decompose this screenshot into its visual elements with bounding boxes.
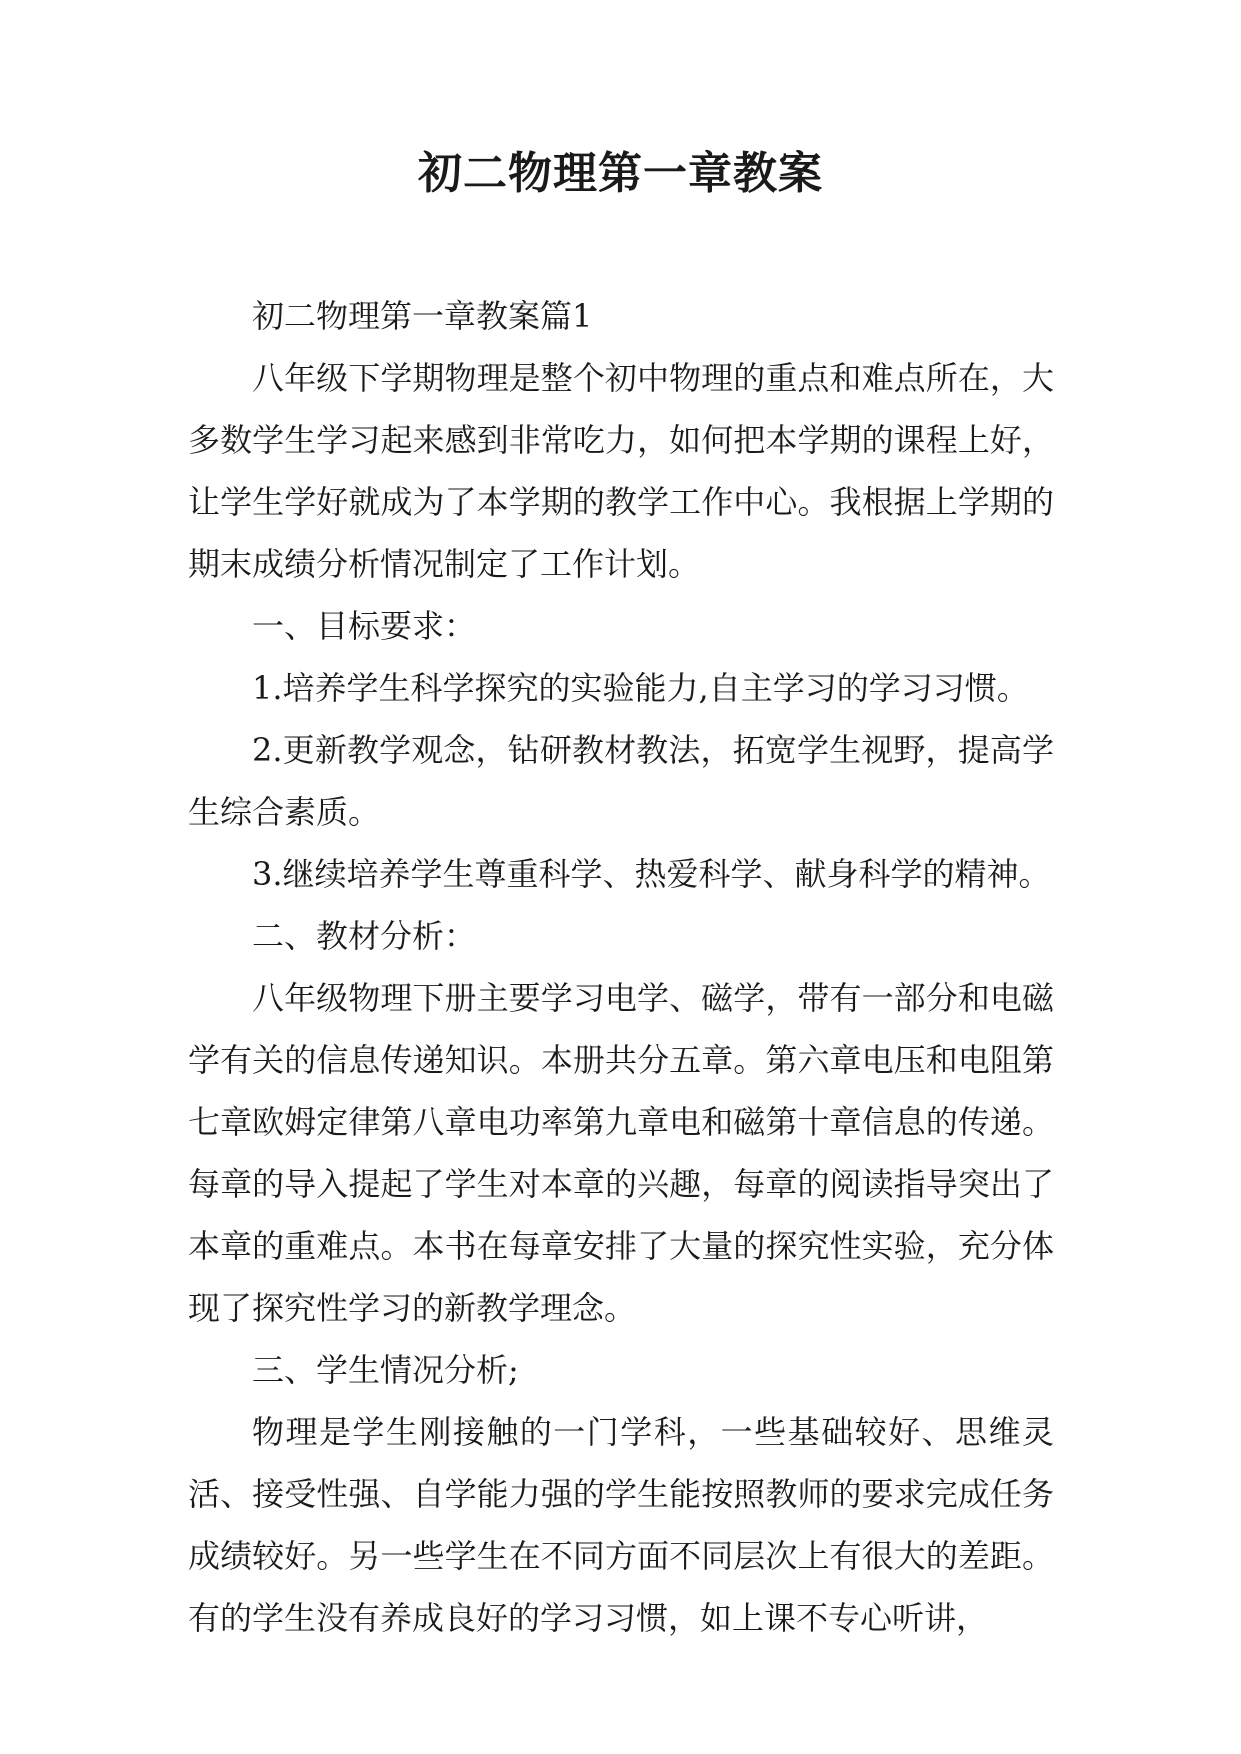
document-body <box>188 285 1054 1649</box>
document-title: 初二物理第一章教案 <box>418 148 823 199</box>
paragraph-textbook-analysis: 八年级物理下册主要学习电学、磁学，带有一部分和电磁学有关的信息传递知识。本册共分五章。第六章电压和电阻第七章欧姆定律第八章电功率第九章电和磁第十章信息的传递。每章的导入提起了学生对本章的兴趣，每章的阅读指导突出了本章的重难点。本书在每章安排了大量的探究性实验，充分体现了探究性学习的新教学理念。 <box>188 979 1054 1327</box>
paragraph-intro: 八年级下学期物理是整个初中物理的重点和难点所在，大多数学生学习起来感到非常吃力，如何把本学期的课程上好，让学生学好就成为了本学期的教学工作中心。我根据上学期的期末成绩分析情况制定了工作计划。 <box>188 359 1054 583</box>
heading-goals: 一、目标要求： <box>252 607 477 645</box>
paragraph-student-analysis: 物理是学生刚接触的一门学科，一些基础较好、思维灵活、接受性强、自学能力强的学生能按照教师的要求完成任务成绩较好。另一些学生在不同方面不同层次上有很大的差距。有的学生没有养成良好的学习习惯，如上课不专心听讲， <box>188 1413 1054 1637</box>
paragraph-goal-2: 2.更新教学观念，钻研教材教法，拓宽学生视野，提高学生综合素质。 <box>188 731 1054 831</box>
paragraph-subtitle: 初二物理第一章教案篇1 <box>252 297 593 335</box>
heading-student-analysis: 三、学生情况分析; <box>252 1351 519 1389</box>
paragraph-goal-1: 1.培养学生科学探究的实验能力,自主学习的学习习惯。 <box>252 669 1029 707</box>
paragraph-goal-3: 3.继续培养学生尊重科学、热爱科学、献身科学的精神。 <box>252 855 1051 893</box>
heading-textbook-analysis: 二、教材分析： <box>252 917 477 955</box>
